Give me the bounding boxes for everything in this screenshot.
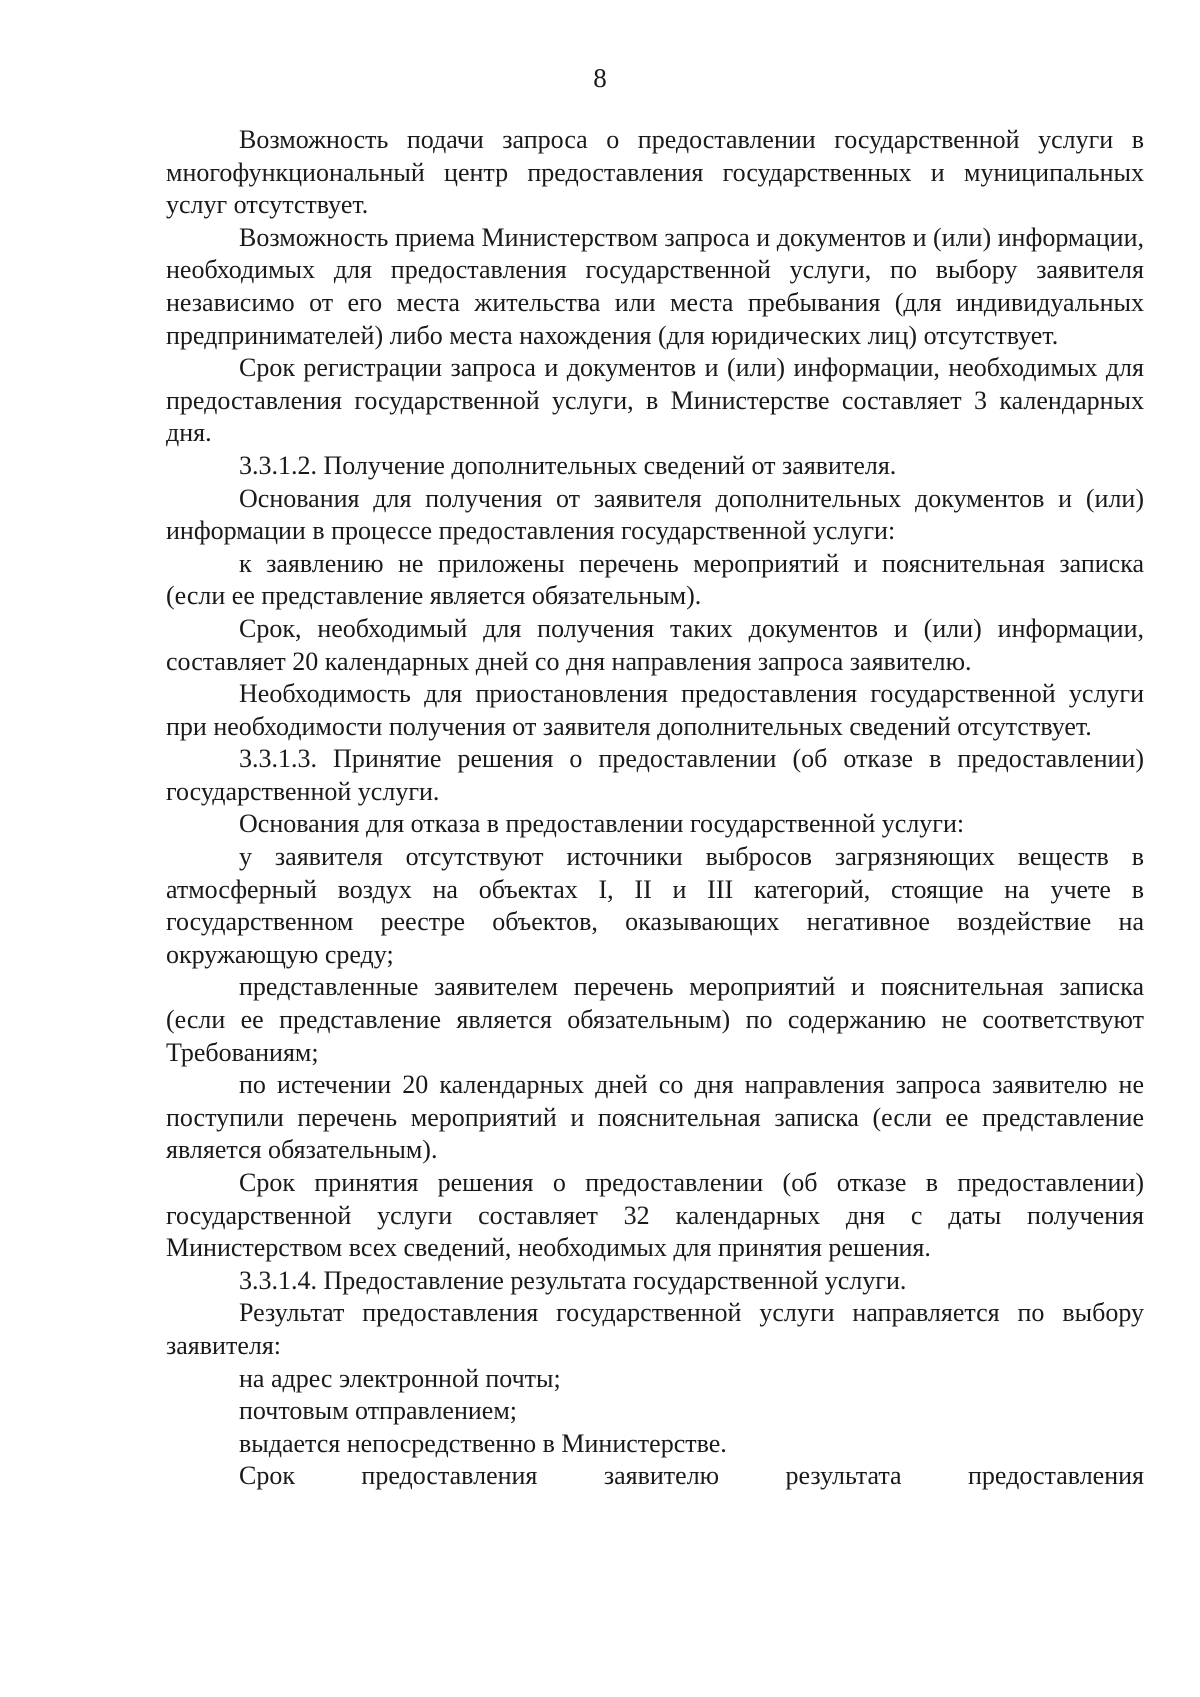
list-item-post: почтовым отправлением;	[239, 1396, 518, 1426]
paragraph-result-delivery: Результат предоставления государственной услуги направляется по выбору заявителя:	[166, 1298, 1144, 1360]
list-item-noncompliant-documents: представленные заявителем перечень мероприятий и пояснительная записка (если ее представление является обязательным) по содержанию не соответствуют Требованиям;	[166, 972, 1144, 1067]
section-heading-3-3-1-2: 3.3.1.2. Получение дополнительных сведений от заявителя.	[239, 450, 897, 480]
list-item-documents-not-received: по истечении 20 календарных дней со дня направления запроса заявителю не поступили перечень мероприятий и пояснительная записка (если ее представление является обязательным).	[166, 1070, 1144, 1165]
list-item-email: на адрес электронной почты;	[239, 1363, 561, 1393]
document-body	[166, 124, 1144, 1493]
paragraph-mfc-submission: Возможность подачи запроса о предоставлении государственной услуги в многофункциональный центр предоставления государственных и муниципальных услуг отсутствует.	[166, 125, 1144, 220]
paragraph-extraterritorial: Возможность приема Министерством запроса и документов и (или) информации, необходимых для предоставления государственной услуги, по выбору заявителя независимо от его места жительства или места пребывания (для индивидуальных предпринимателей) либо места нахождения (для юридических лиц) отсутствует.	[166, 222, 1144, 350]
page-number: 8	[593, 63, 607, 93]
section-heading-3-3-1-4: 3.3.1.4. Предоставление результата государственной услуги.	[239, 1265, 907, 1295]
list-item-in-person: выдается непосредственно в Министерстве.	[239, 1428, 727, 1458]
paragraph-decision-term: Срок принятия решения о предоставлении (об отказе в предоставлении) государственной услуги составляет 32 календарных дня с даты получения Министерством всех сведений, необходимых для принятия решения.	[166, 1168, 1144, 1263]
section-heading-3-3-1-3: 3.3.1.3. Принятие решения о предоставлении (об отказе в предоставлении) государственной услуги.	[166, 744, 1144, 806]
paragraph-suspension: Необходимость для приостановления предоставления государственной услуги при необходимости получения от заявителя дополнительных сведений отсутствует.	[166, 679, 1144, 741]
paragraph-registration-term: Срок регистрации запроса и документов и (или) информации, необходимых для предоставления государственной услуги, в Министерстве составляет 3 календарных дня.	[166, 353, 1144, 448]
list-item-missing-documents: к заявлению не приложены перечень мероприятий и пояснительная записка (если ее представление является обязательным).	[166, 548, 1144, 611]
list-item-no-emission-sources: у заявителя отсутствуют источники выбросов загрязняющих веществ в атмосферный воздух на объектах I, II и III категорий, стоящие на учете в государственном реестре объектов, оказывающих негативное воздействие на окружающую среду;	[166, 842, 1144, 969]
paragraph-result-term: Срок предоставления заявителю результата предоставления	[239, 1461, 1144, 1491]
paragraph-additional-info-grounds: Основания для получения от заявителя дополнительных документов и (или) информации в процессе предоставления государственной услуги:	[166, 483, 1144, 546]
paragraph-refusal-grounds: Основания для отказа в предоставлении государственной услуги:	[239, 809, 965, 839]
paragraph-additional-info-term: Срок, необходимый для получения таких документов и (или) информации, составляет 20 календарных дней со дня направления запроса заявителю.	[166, 613, 1144, 676]
